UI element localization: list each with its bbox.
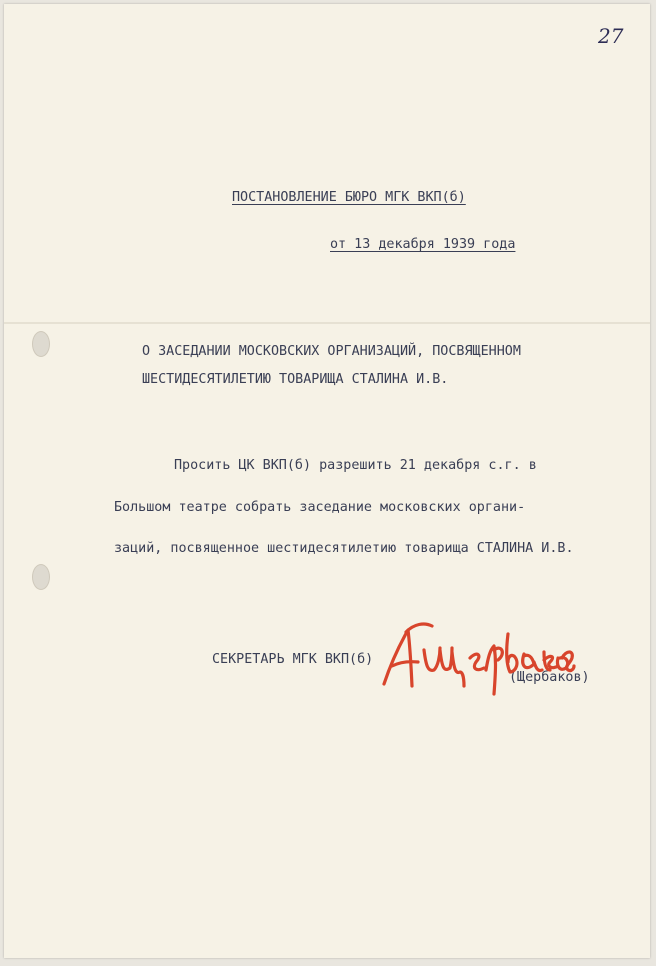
punch-hole-top — [32, 331, 50, 357]
punch-hole-bottom — [32, 564, 50, 590]
signatory-name: (Щербаков) — [509, 670, 590, 685]
body-line-2: Большом театре собрать заседание московских органи- — [114, 500, 526, 515]
document-date: от 13 декабря 1939 года — [330, 237, 516, 252]
document-title: ПОСТАНОВЛЕНИЕ БЮРО МГК ВКП(б) — [232, 190, 466, 205]
subject-line-2: ШЕСТИДЕСЯТИЛЕТИЮ ТОВАРИЩА СТАЛИНА И.В. — [142, 372, 449, 387]
document-page — [4, 4, 650, 958]
body-line-3: заций, посвященное шестидесятилетию товарища СТАЛИНА И.В. — [114, 541, 574, 556]
signatory-role: СЕКРЕТАРЬ МГК ВКП(б) — [212, 652, 374, 667]
page-number: 27 — [598, 24, 624, 48]
subject-line-1: О ЗАСЕДАНИИ МОСКОВСКИХ ОРГАНИЗАЦИЙ, ПОСВЯЩЕННОМ — [142, 344, 521, 359]
body-line-1: Просить ЦК ВКП(б) разрешить 21 декабря с.г. в — [174, 458, 537, 473]
fold-line — [4, 322, 650, 324]
handwritten-signature — [378, 610, 578, 700]
